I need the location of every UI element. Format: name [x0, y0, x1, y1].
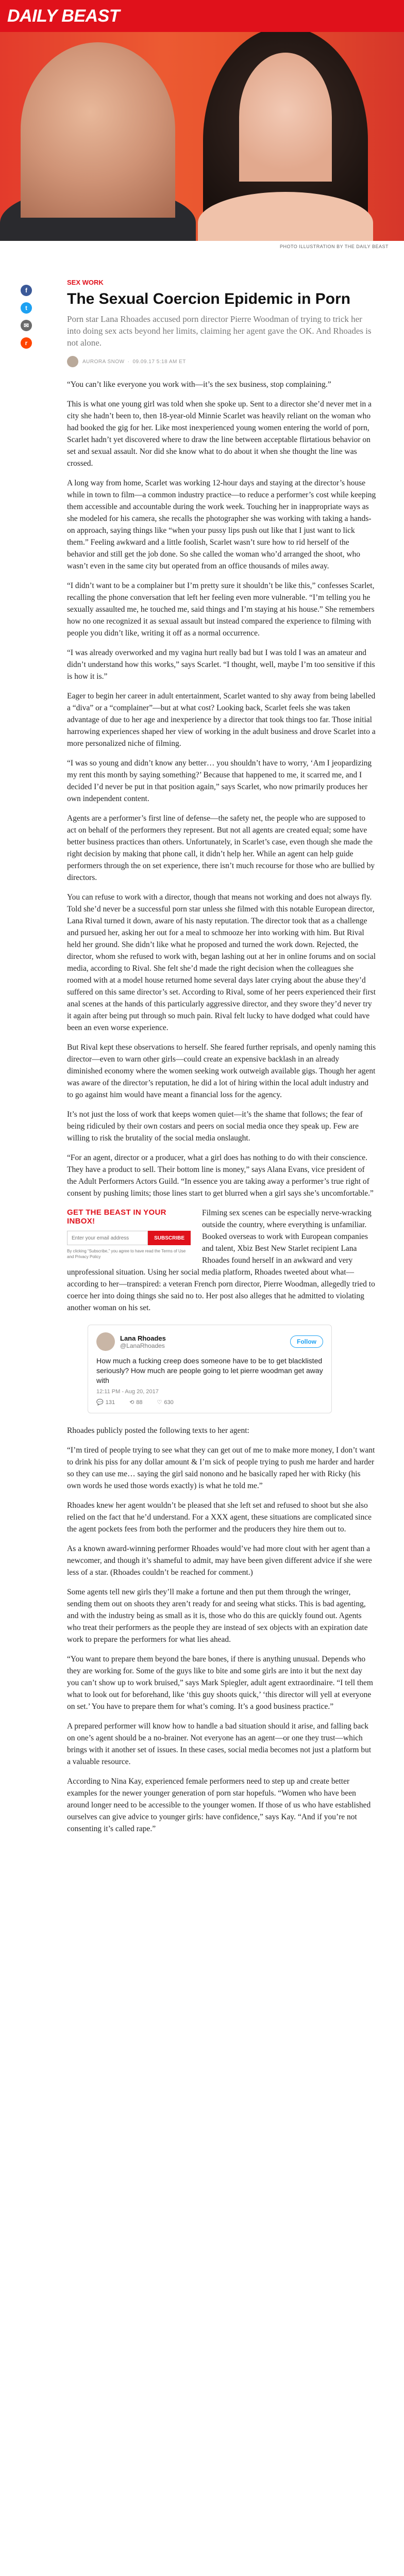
tweet-actions — [96, 1399, 323, 1406]
retweet-icon: ⟲ — [129, 1399, 134, 1406]
tweet-avatar[interactable] — [96, 1332, 115, 1351]
subscribe-button[interactable]: SUBSCRIBE — [148, 1231, 191, 1245]
tweet-header — [96, 1332, 323, 1351]
byline-separator: · — [127, 358, 130, 365]
daily-beast-logo[interactable]: DAILY BEAST — [7, 6, 120, 26]
tweet-like[interactable] — [157, 1399, 174, 1406]
paragraph: This is what one young girl was told when she spoke up. Sent to a director she’d never met in a city she hadn’t been to, then 18-year-old Minnie Scarlet was heavily reliant on the woman who had booked the gig for her. Like most inexperienced young women entering the world of porn, Scarlet hadn’t yet discovered where to draw the line between acceptable flirtatious behavior on set and sexual assault. Nor did she know what to do about it when she thought the line was crossed. — [67, 400, 372, 468]
tweet-text: How much a fucking creep does someone have to be to get blacklisted seriously? How much are people going to let pierre woodman get away with — [96, 1357, 323, 1384]
tweet-author-name[interactable]: Lana Rhoades — [120, 1334, 166, 1342]
paragraph: Some agents tell new girls they’ll make a fortune and then put them through the wringer, sending them out on shoots they aren’t ready for and seeing what sticks. This is bad agenting, and with the industry being as small as it is, those who do this are quickly found out. Agents who treat their performers as the people they are instead of sex objects with an expiration date work to prepare the performers for what lies ahead. — [67, 1588, 368, 1644]
author-avatar — [67, 356, 78, 367]
twitter-share-icon[interactable]: t — [21, 302, 32, 314]
newsletter-title: GET THE BEAST IN YOUR INBOX! — [67, 1208, 166, 1226]
share-bar — [21, 285, 32, 355]
paragraph: Agents are a performer’s first line of defense—the safety net, the people who are supposed to act on behalf of the performers they represent. But not all agents are created equal; some have better business practices than others. Unfortunately, in Scarlet’s case, even though she made the right decision by making that phone call, it didn’t help her. While an agent can help guide performers through the on set experience, there isn’t much recourse for those who are bullied by directors. — [67, 814, 375, 882]
paragraph: “I was so young and didn’t know any better… you shouldn’t have to worry, ‘Am I jeopardizing my rent this month by saying something?’ Because that happened to me, it scarred me, and I decided I’d never be put in that position again,” says Scarlet, who now primarily produces her own independent content. — [67, 759, 372, 803]
reply-icon: 💬 — [96, 1399, 104, 1406]
reddit-share-icon[interactable]: r — [21, 337, 32, 349]
paragraph: Rhoades publicly posted the following texts to her agent: — [67, 1426, 249, 1435]
paragraph: But Rival kept these observations to herself. She feared further reprisals, and openly naming this director—even to warn other girls—could create an expensive backlash in an already diminished economy where the women seeking work outweigh available gigs. Though her agent was aware of the director’s reputation, he did a lot of hiring within the local adult industry and to go against him would have meant a financial loss for the agency. — [67, 1043, 376, 1099]
article — [67, 279, 376, 1843]
newsletter-form — [67, 1231, 191, 1245]
embedded-tweet — [88, 1325, 332, 1413]
newsletter-email-input[interactable] — [67, 1231, 148, 1245]
paragraph: Filming sex scenes can be especially nerve-wracking outside the country, where everything is unfamiliar. Booked overseas to work with European companies and talent, Xbiz Best New Starlet recipient Lana Rhoades found herself in an awkward and very unprofessional situation. Using her social media platform, Rhoades tweeted about what—according to her—transpired: a veteran French porn director, Pierre Woodman, allegedly tried to coerce her into doing things she said no to. Her post also alleges that he admitted to violating another woman on his set. — [67, 1209, 375, 1312]
masthead — [0, 0, 404, 32]
paragraph: A prepared performer will know how to handle a bad situation should it arise, and falling back on one’s agent should be a no-brainer. Not everyone has an agent—or one they trust—which brings with it another set of issues. In these cases, social media becomes not just a platform but a valuable resource. — [67, 1722, 372, 1766]
retweet-count: 88 — [136, 1399, 143, 1406]
facebook-share-icon[interactable]: f — [21, 285, 32, 296]
paragraph: “I was already overworked and my vagina hurt really bad but I was told I was an amateur and didn’t understand how this works,” says Scarlet. “I thought, well, maybe I’m too sensitive if this is how it is.” — [67, 648, 375, 681]
newsletter-signup — [67, 1208, 191, 1260]
paragraph: “For an agent, director or a producer, what a girl does has nothing to do with their conscience. They have a product to sell. Their bottom line is money,” says Alana Evans, vice president of the Adult Performers Actors Guild. “In essence you are taking away a performer’s true right of consent by pushing limits; those lines start to get blurred when a girl says she’s uncomfortable.” — [67, 1153, 374, 1198]
reply-count: 131 — [105, 1399, 115, 1406]
author-name[interactable]: AURORA SNOW — [82, 358, 125, 365]
paragraph: A long way from home, Scarlet was working 12-hour days and staying at the director’s house while in town to film—a common industry practice—to reduce a performer’s cost while keeping them accessible and accountable during the work week. Touching her in inappropriate ways as she modeled for his camera, she recalls the photographer she was working with taking a hands-on approach, saying things like “when your pussy lips push out like that I just want to lick them.” Feeling awkward and a little foolish, Scarlet wasn’t sure how to rid herself of the behavior and still get the job done. So she called the woman who’d arranged the shoot, who wasn’t even in the same city but operated from an office thousands of miles away. — [67, 479, 376, 570]
article-dek: Porn star Lana Rhoades accused porn director Pierre Woodman of trying to trick her into doing sex acts beyond her limits, claiming her agent gave the OK. And Rhoades is not alone. — [67, 314, 372, 348]
paragraph: “You want to prepare them beyond the bare bones, if there is anything unusual. Depends who they are working for. Some of the guys like to bite and some girls are into it but the next day you can’t show up to work bruised,” says Mark Spiegler, adult agent extraordinaire. “I tell them what to look out for beforehand, like ‘this guy shoots quick,’ ‘this director will yell at everyone on set.’ You have to prepare them for what’s coming. It’s a good business practice.” — [67, 1655, 373, 1711]
email-share-icon[interactable]: ✉ — [21, 320, 32, 331]
paragraph: It’s not just the loss of work that keeps women quiet—it’s the shame that follows; the fear of being ridiculed by their own costars and peers on social media once they speak up. Few are willing to risk the brutality of the social media onslaught. — [67, 1110, 363, 1143]
byline — [67, 356, 376, 367]
article-kicker[interactable]: SEX WORK — [67, 279, 104, 286]
paragraph: Eager to begin her career in adult entertainment, Scarlet wanted to shy away from being labelled a “diva” or a “complainer”—but at what cost? Looking back, Scarlet feels she was taken advantage of due to her age and inexperience by a director that took things too far. Those initial harrowing experiences shaped her view of working in the adult business and drove Scarlet into a more personalized niche of filming. — [67, 692, 376, 748]
publish-date: 09.09.17 5:18 AM ET — [132, 358, 186, 365]
tweet-timestamp[interactable]: 12:11 PM - Aug 20, 2017 — [96, 1389, 159, 1395]
newsletter-fine-print: By clicking “Subscribe,” you agree to have read the Terms of Use and Privacy Policy — [67, 1249, 186, 1259]
hero-man-head — [21, 42, 175, 218]
paragraph: “I didn’t want to be a complainer but I’m pretty sure it shouldn’t be like this,” confesses Scarlet, recalling the phone conversation that left her feeling even more vulnerable. “I’m telling you he sexually assaulted me, he touched me, said things and I’m staying at his house.” She remembers how no one recognized it as sexual assault but instead compared the experience to filming with people you didn’t like, writing it off as a normal occurrence. — [67, 581, 375, 638]
paragraph: “You can’t like everyone you work with—it’s the sex business, stop complaining.” — [67, 380, 331, 389]
tweet-reply[interactable] — [96, 1399, 115, 1406]
tweet-author-handle[interactable]: @LanaRhoades — [120, 1342, 165, 1349]
paragraph: You can refuse to work with a director, though that means not working and does not always fly. Told she’d never be a successful porn star unless she filmed with this notable European director, Lana Rival turned it down, aware of his nasty reputation. The director took that as a challenge and pursued her, asking her out for a meal to schmooze her into working with him. But Rival held her ground. She didn’t like what he proposed and turned the work down. Rejected, the director, whom she refused to work with, began lashing out at her in online forums and on social media, according to Rival. She felt she’d made the right decision when the colleagues she roomed with at a model house returned home several days later crying about the abuse they’d suffered on this same director’s set. According to Rival, some of her peers experienced their first anal scenes at the hands of this particularly aggressive director, and they swore they’d never try it again after being put through so much pain. Rival felt lucky to have dodged what could have been an even worse experience. — [67, 893, 376, 1032]
paragraph: According to Nina Kay, experienced female performers need to step up and create better examples for the newer younger generation of porn star hopefuls. “Women who have been around longer need to be accessible to the younger women. If those of us who have established ourselves can give advice to younger girls: have confidence,” says Kay. “And if you’re not consenting it’s called rape.” — [67, 1777, 371, 1833]
paragraph: As a known award-winning performer Rhoades would’ve had more clout with her agent than a newcomer, and though it’s shameful to admit, may have been given different advice if she were less of a star. (Rhoades couldn’t be reached for comment.) — [67, 1544, 372, 1577]
article-title: The Sexual Coercion Epidemic in Porn — [67, 290, 351, 307]
hero-woman-face — [239, 53, 332, 182]
tweet-retweet[interactable] — [129, 1399, 142, 1406]
photo-credit: PHOTO ILLUSTRATION BY THE DAILY BEAST — [279, 244, 389, 249]
like-count: 630 — [164, 1399, 174, 1406]
hero-image — [0, 32, 404, 241]
paragraph: Rhoades knew her agent wouldn’t be pleased that she left set and refused to shoot but she also relied on the fact that he’d understand. For a XXX agent, these situations are complicated since the agent pockets fees from both the performer and the producers they hire them out to. — [67, 1501, 372, 1534]
tweet-follow-button[interactable]: Follow — [290, 1335, 323, 1348]
paragraph: “I’m tired of people trying to see what they can get out of me to make more money, I don’t want to drink his piss for any dollar amount & I’m sick of people trying to push me harder and harder so they can use me… saying the girl said nonono and he basically raped her with Ricky (his own words he used those words exactly) is what he told me.” — [67, 1446, 375, 1490]
heart-icon: ♡ — [157, 1399, 162, 1406]
